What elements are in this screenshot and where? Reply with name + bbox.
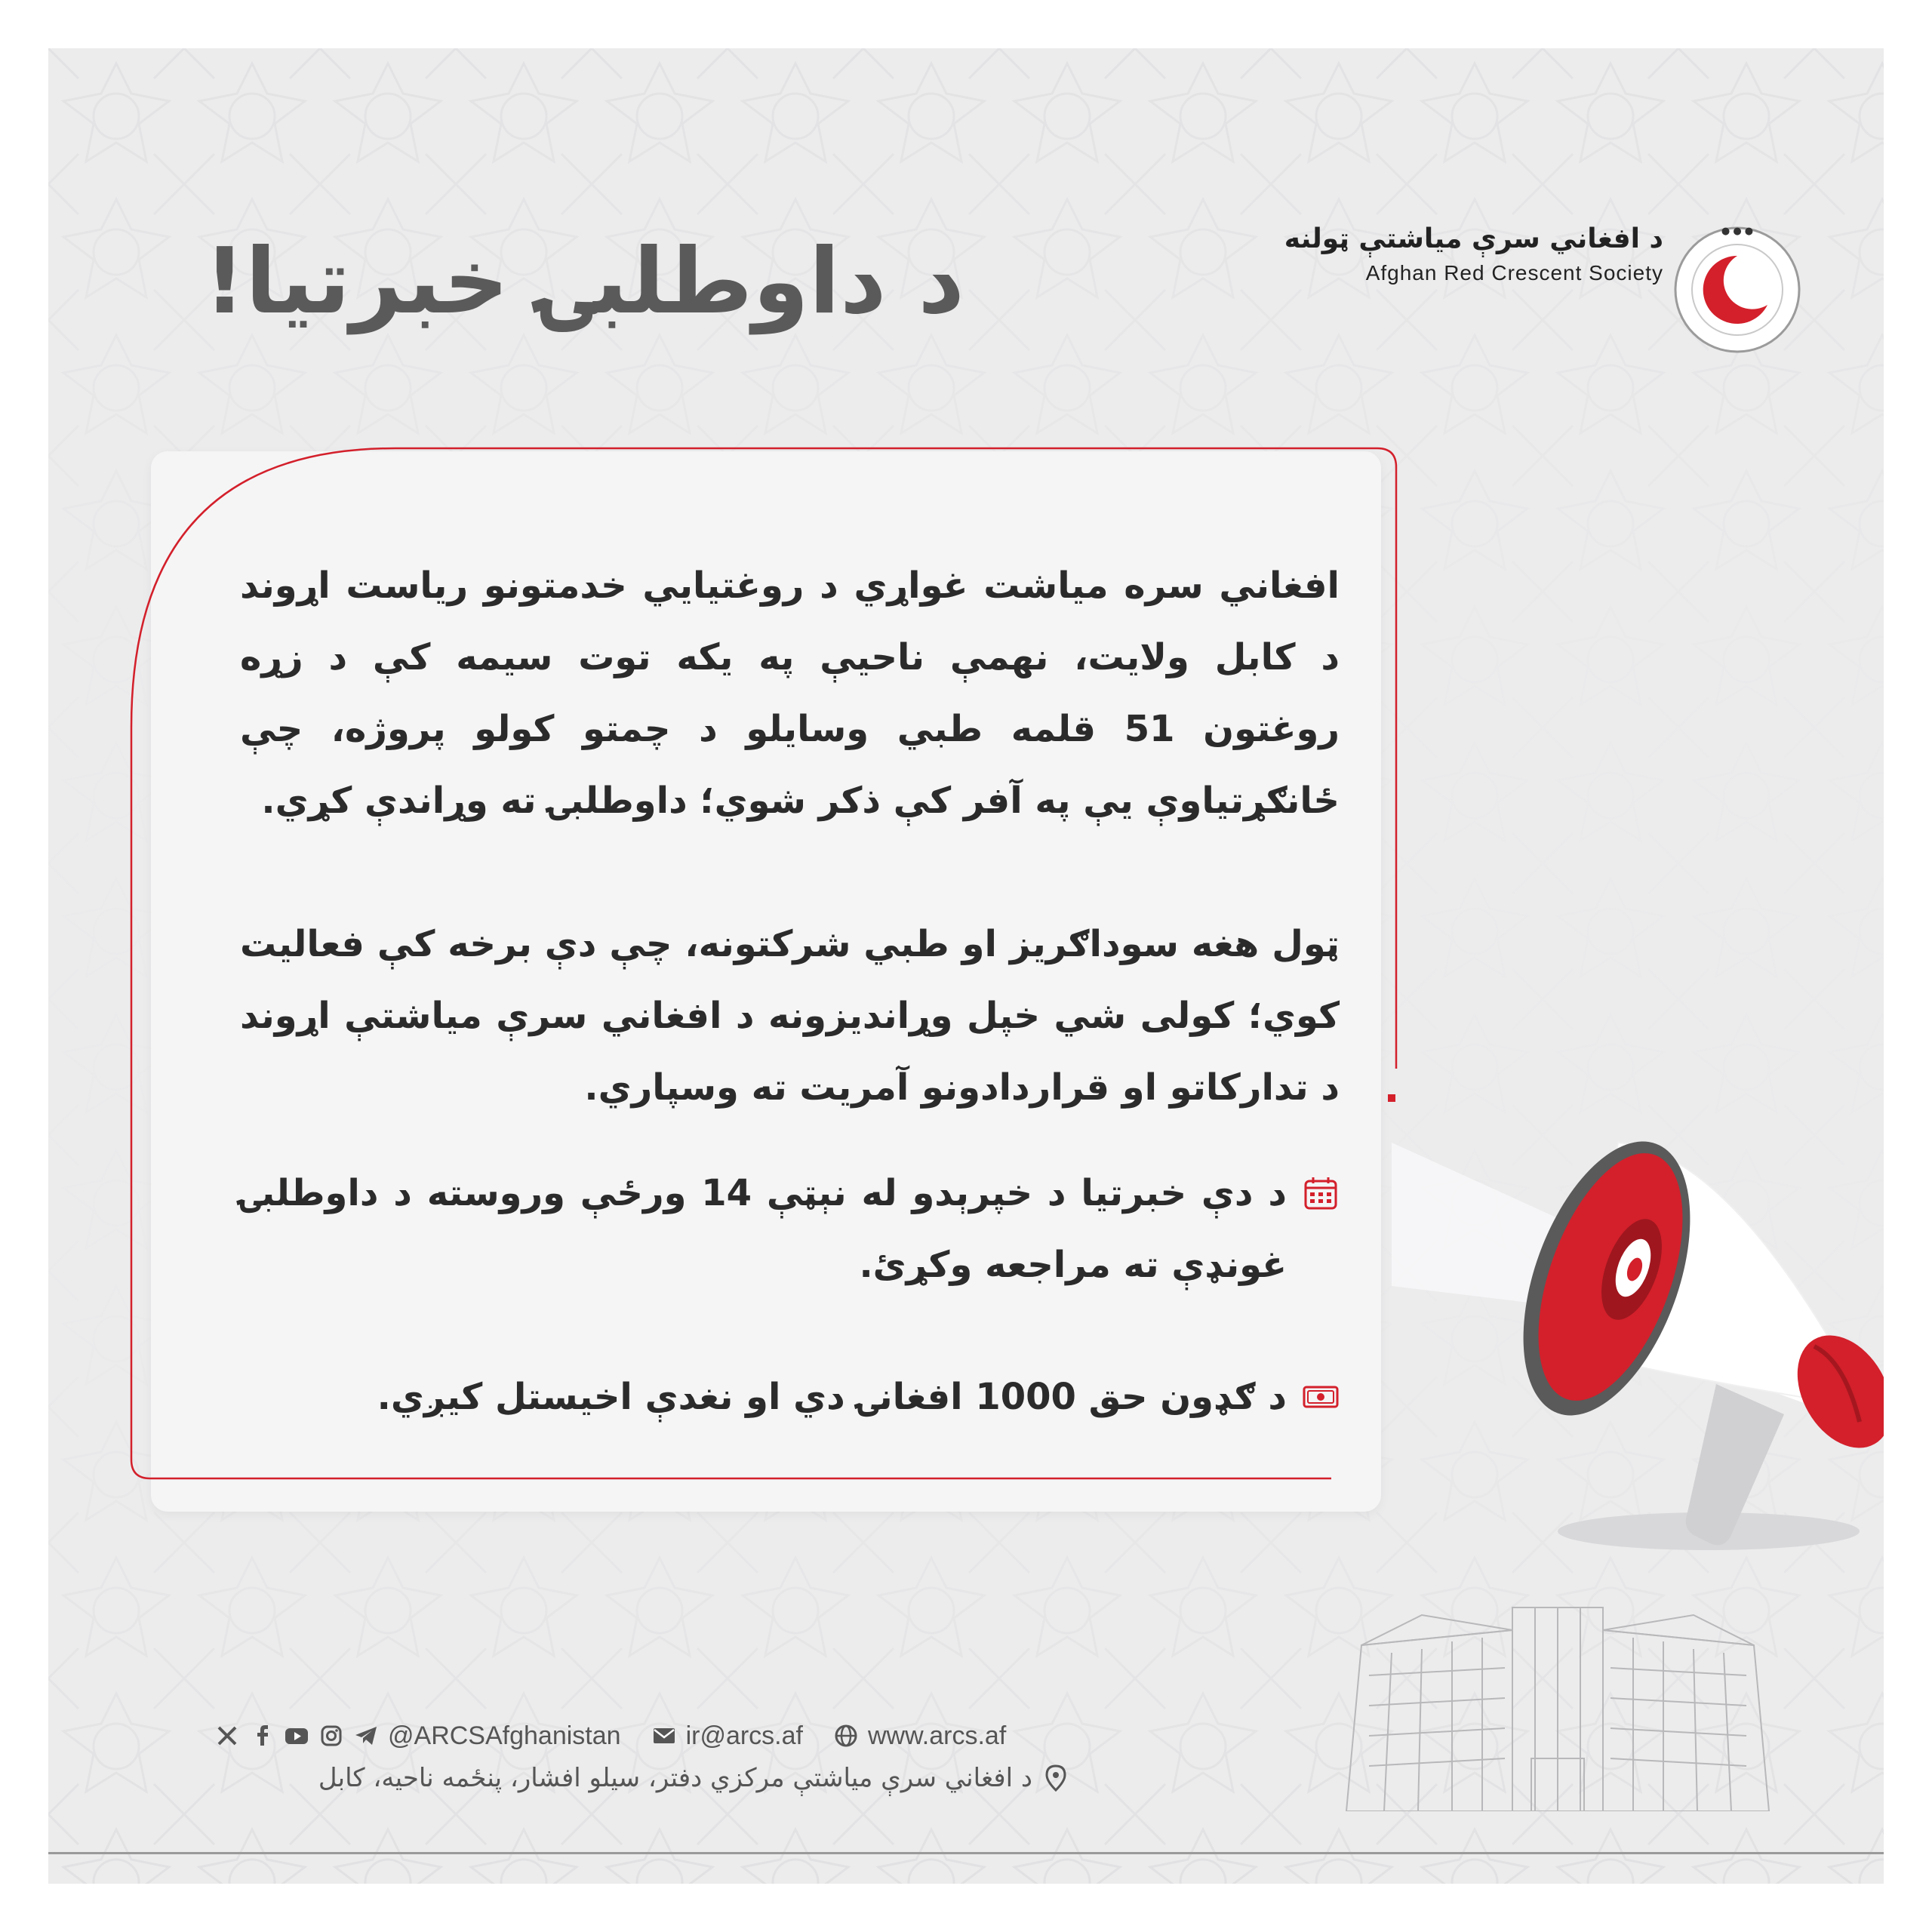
calendar-icon: [1302, 1174, 1340, 1212]
bullet-deadline-text: د دې خبرتیا د خپرېدو له نېټې 14 ورځې وروسته د داوطلبۍ غونډې ته مراجعه وکړئ.: [240, 1172, 1287, 1286]
paragraph-2: ټول هغه سوداګریز او طبي شرکتونه، چې دې برخه کې فعالیت کوي؛ کولی شي خپل وړاندیزونه د افغاني سرې میاشتې اړوند د تدارکاتو او قراردادونو آمریت ته وسپاري.: [240, 923, 1340, 1109]
website-link[interactable]: www.arcs.af: [868, 1721, 1007, 1750]
poster: [48, 48, 1884, 1884]
youtube-icon[interactable]: [284, 1723, 309, 1749]
bullet-fee: [240, 1361, 1340, 1433]
footer-contacts: [214, 1713, 1006, 1758]
page-title: د داوطلبۍ خبرتیا!: [204, 229, 964, 334]
footer-address: [214, 1755, 1067, 1801]
hq-building-drawing: [1331, 1585, 1784, 1811]
location-pin-icon: [1044, 1764, 1067, 1792]
globe-icon: [833, 1723, 859, 1749]
org-name-english: Afghan Red Crescent Society: [1365, 261, 1663, 285]
megaphone-icon: [1392, 1090, 1884, 1573]
address-text: د افغاني سرې میاشتې مرکزي دفتر، سیلو افشار، پنځمه ناحیه، کابل: [318, 1763, 1032, 1793]
bullet-deadline: [240, 1158, 1340, 1301]
email-link[interactable]: ir@arcs.af: [685, 1721, 803, 1750]
svg-text:● ● ●: ● ● ●: [1721, 226, 1754, 237]
bullet-fee-text: د ګډون حق 1000 افغانۍ دي او نغدې اخیستل کیږي.: [377, 1376, 1287, 1418]
facebook-icon[interactable]: [249, 1723, 275, 1749]
telegram-icon[interactable]: [353, 1723, 379, 1749]
x-icon[interactable]: [214, 1723, 240, 1749]
footer-divider: [48, 1852, 1884, 1854]
money-icon: [1302, 1378, 1340, 1416]
arcs-logo: [1662, 214, 1813, 365]
social-handle[interactable]: @ARCSAfghanistan: [388, 1721, 621, 1750]
instagram-icon[interactable]: [318, 1723, 344, 1749]
paragraph-1: افغاني سره میاشت غواړي د روغتیایي خدمتونو ریاست اړوند د کابل ولایت، نهمې ناحیې په یکه توت سیمه کې د زړه روغتون 51 قلمه طبي وسایلو د چمتو کولو پروژه، چې ځانګړتیاوې یې په آفر کې ذکر شوي؛ داوطلبۍ ته وړاندې کړي.: [240, 565, 1340, 822]
org-name-pashto: د افغاني سرې میاشتې ټولنه: [1284, 223, 1663, 254]
email-icon: [651, 1723, 677, 1749]
